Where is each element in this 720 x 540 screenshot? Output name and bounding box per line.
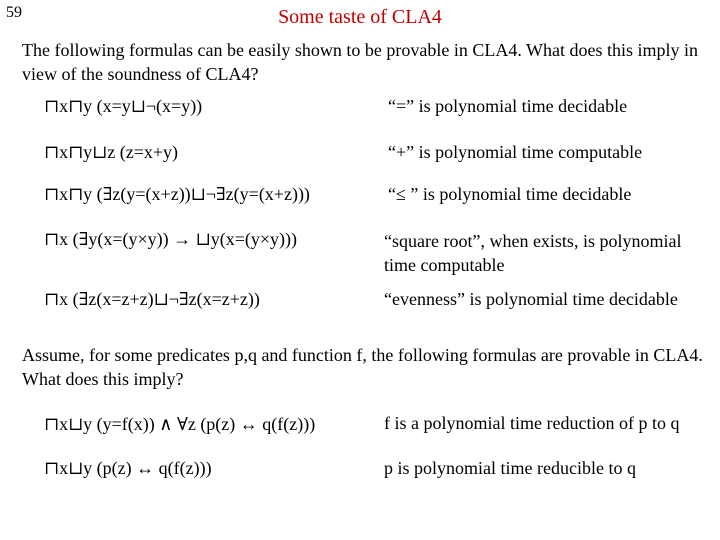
slide-number: 59 bbox=[6, 4, 22, 21]
formula-addition: ⊓x⊓y⊔z (z=x+y) bbox=[44, 142, 179, 162]
description-sqrt: “square root”, when exists, is polynomial time computable bbox=[384, 231, 682, 275]
description-equality: “=” is polynomial time decidable bbox=[388, 96, 628, 116]
formula-reducible: ⊓x⊔y (p(z) ↔ q(f(z))) bbox=[44, 458, 212, 478]
formula-sqrt: ⊓x (∃y(x=(y×y)) → ⊔y(x=(y×y))) bbox=[44, 229, 297, 249]
slide-title: Some taste of CLA4 bbox=[278, 6, 442, 28]
formula-reduction: ⊓x⊔y (y=f(x)) ∧ ∀z (p(z) ↔ q(f(z))) bbox=[44, 414, 316, 434]
description-reduction: f is a polynomial time reduction of p to q bbox=[384, 413, 680, 433]
assume-paragraph: Assume, for some predicates p,q and function f, the following formulas are provable in CLA4. What does this imply? bbox=[22, 345, 703, 389]
description-evenness: “evenness” is polynomial time decidable bbox=[384, 289, 678, 309]
formula-evenness: ⊓x (∃z(x=z+z)⊔¬∃z(x=z+z)) bbox=[44, 289, 260, 309]
formula-leq: ⊓x⊓y (∃z(y=(x+z))⊔¬∃z(y=(x+z))) bbox=[44, 184, 310, 204]
description-addition: “+” is polynomial time computable bbox=[388, 142, 643, 162]
description-leq: “≤ ” is polynomial time decidable bbox=[388, 184, 632, 204]
description-reducible: p is polynomial time reducible to q bbox=[384, 458, 636, 478]
intro-paragraph: The following formulas can be easily shown to be provable in CLA4. What does this imply in view of the soundness of CLA4? bbox=[22, 40, 699, 84]
formula-equality: ⊓x⊓y (x=y⊔¬(x=y)) bbox=[44, 96, 203, 116]
